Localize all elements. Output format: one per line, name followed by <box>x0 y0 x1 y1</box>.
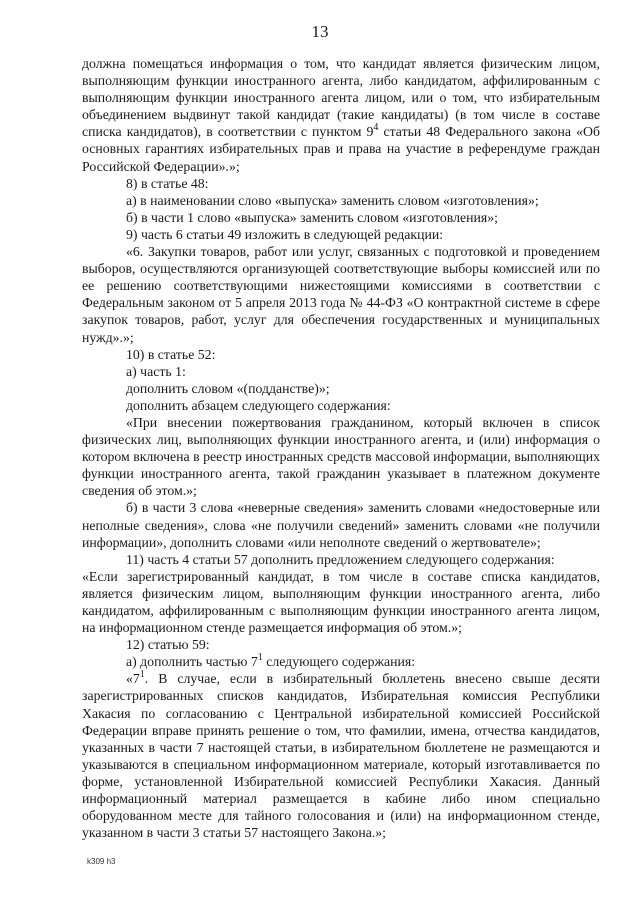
paragraph: б) в части 1 слово «выпуска» заменить словом «изготовления»; <box>126 209 498 225</box>
paragraph: «Если зарегистрированный кандидат, в том числе в составе списка кандидатов, является физическим лицом, выполняющим функции иностранного агента, либо кандидатом, аффилированным с выполняющим функции иностранного агента лицом, на информационном стенде размещается информация об этом.»; <box>82 568 600 636</box>
superscript: 4 <box>373 122 379 134</box>
paragraph: дополнить абзацем следующего содержания: <box>126 397 391 413</box>
paragraph: 12) статью 59: <box>126 637 210 653</box>
paragraph: «6. Закупки товаров, работ или услуг, связанных с подготовкой и проведением выборов, осуществляются организующей соответствующие выборы комиссией или по ее решению соответствующими нижестоящими комиссиями в соответствии с Федеральным законом от 5 апреля 2013 года № 44-ФЗ «О контрактной системе в сфере закупок товаров, работ, услуг для обеспечения государственных и муниципальных нужд».»; <box>82 244 600 345</box>
paragraph: а) в наименовании слово «выпуска» заменить словом «изготовления»; <box>126 192 539 208</box>
paragraph-text: «7 <box>126 671 140 687</box>
paragraph <box>82 653 600 670</box>
paragraph-text-tail: . В случае, если в избирательный бюллетень внесено свыше десяти зарегистрированных списков кандидатов, Избирательная комиссия Республики Хакасия по согласованию с Центральной избирательной комиссией Российской Федерации вправе принять решение о том, что фамилии, имена, отчества кандидатов, указанных в части 7 настоящей статьи, в избирательном бюллетене не размещаются и указываются в специальном информационном материале, который изготавливается по форме, установленной Избирательной комиссией Республики Хакасия. Данный информационный материал размещается в кабине либо ином специально оборудованном месте для тайного голосования и (или) на информационном стенде, указанном в части 3 статьи 57 настоящего Закона.»; <box>82 671 600 841</box>
footer-code: k309 h3 <box>87 857 116 866</box>
paragraph: 11) часть 4 статьи 57 дополнить предложением следующего содержания: <box>126 551 555 567</box>
paragraph-text-tail: статьи 48 Федерального закона «Об основных гарантиях избирательных прав и права на участие в референдуме граждан Российской Федерации».»; <box>82 124 600 174</box>
paragraph: 10) в статье 52: <box>126 346 216 362</box>
paragraph: дополнить словом «(подданстве)»; <box>126 380 330 396</box>
superscript: 1 <box>257 652 263 664</box>
paragraph: «При внесении пожертвования гражданином, который включен в список физических лиц, выполняющих функции иностранного агента, и (или) информация о котором включена в реестр иностранных средств массовой информации, выполняющих функции иностранного агента, такой гражданин указывает в платежном документе сведения об этом.»; <box>82 414 600 499</box>
paragraph-text: должна помещаться информация о том, что кандидат является физическим лицом, выполняющим функции иностранного агента, либо кандидатом, аффилированным с выполняющим функции иностранного агента лицом, или о том, что избирательным объединением выдвинут такой кандидат (такие кандидаты) (в том числе в составе списка кандидатов), в соответствии с пунктом 9 <box>82 56 600 140</box>
paragraph: 8) в статье 48: <box>126 175 209 191</box>
superscript: 1 <box>139 669 145 681</box>
paragraph: 9) часть 6 статьи 49 изложить в следующей редакции: <box>126 226 444 242</box>
paragraph: а) часть 1: <box>126 363 186 379</box>
document-body <box>82 55 600 841</box>
page-number: 13 <box>311 22 329 41</box>
paragraph <box>82 55 600 175</box>
paragraph <box>82 670 600 841</box>
paragraph-text: а) дополнить частью 7 <box>126 654 258 670</box>
paragraph-text-tail: следующего содержания: <box>262 654 416 670</box>
paragraph: б) в части 3 слова «неверные сведения» заменить словами «недостоверные или неполные сведения», слова «не получили сведений» заменить словами «не получили информации», дополнить словами «или неполноте сведений о жертвователе»; <box>82 500 600 550</box>
